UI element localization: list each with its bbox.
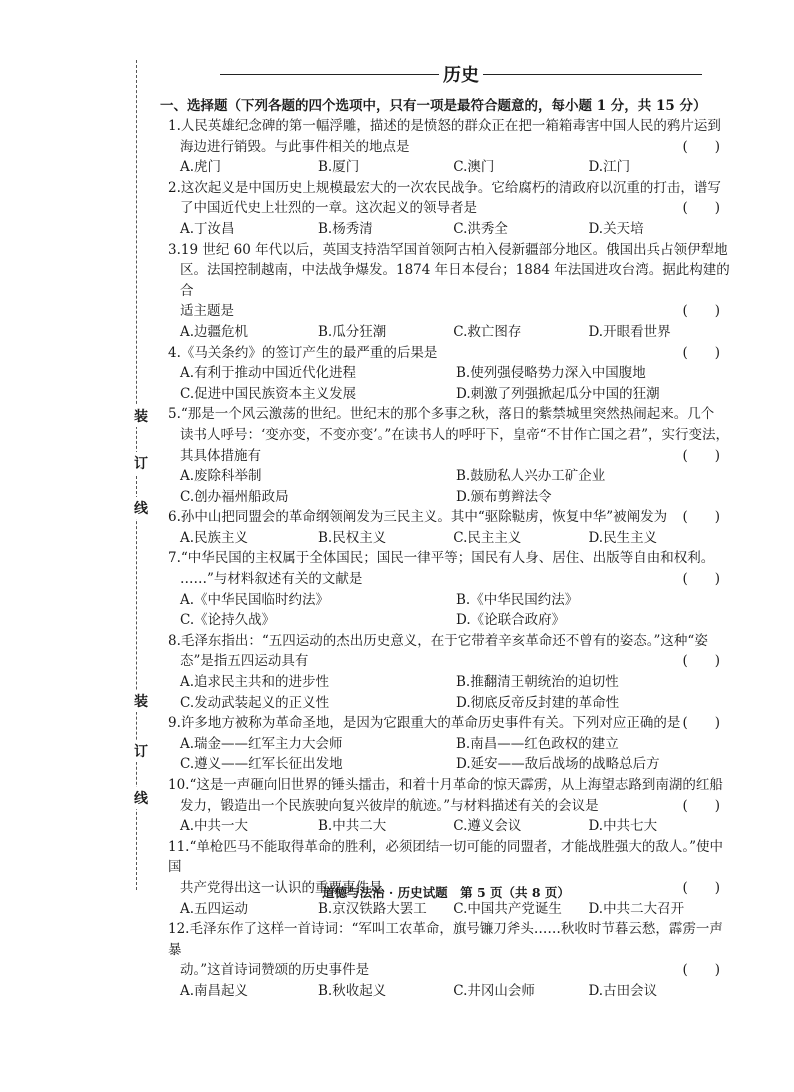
question-stem-line [160, 301, 732, 322]
question-stem-text: 动。”这首诗词赞颂的历史事件是 [180, 962, 370, 979]
option-a: A.民族主义 [180, 529, 249, 546]
option-d: D.刺激了列强掀起瓜分中国的狂潮 [456, 385, 660, 402]
question-12 [160, 919, 732, 1001]
answer-bracket: ( ) [682, 571, 720, 588]
options-group [160, 734, 732, 775]
option-c: C.发动武装起义的正义性 [180, 694, 330, 711]
option-a: A.《中华民国临时约法》 [180, 591, 330, 608]
option-b: B.使列强侵略势力深入中国腹地 [456, 365, 646, 382]
answer-bracket: ( ) [682, 879, 720, 896]
question-1 [160, 116, 732, 178]
question-stem-text: ……”与材料叙述有关的文献是 [180, 571, 363, 588]
option-d: D.中共七大 [588, 818, 658, 835]
question-stem-text: 2.这次起义是中国历史上规模最宏大的一次农民战争。它给腐朽的清政府以沉重的打击，谱写 [168, 179, 721, 196]
question-stem-text: 1.人民英雄纪念碑的第一幅浮雕，描述的是愤怒的群众正在把一箱箱毒害中国人民的鸦片运到 [168, 118, 721, 134]
question-stem-line [160, 775, 732, 796]
option-a: A.丁汝昌 [180, 220, 235, 237]
page-title: 历史 [443, 65, 479, 86]
option-a: A.边疆危机 [180, 323, 249, 340]
question-stem-text: 态”是指五四运动具有 [180, 653, 309, 670]
option-a: A.虎门 [180, 159, 222, 176]
question-8 [160, 631, 732, 713]
option-d: D.江门 [588, 159, 631, 176]
option-b: B.瓜分狂潮 [318, 323, 387, 340]
options-group [160, 219, 732, 240]
option-d: D.延安——敌后战场的战略总后方 [456, 756, 660, 773]
option-c: C.民主主义 [453, 529, 522, 546]
question-stem-text: 11.“单枪匹马不能取得革命的胜利，必须团结一切可能的同盟者，才能战胜强大的敌人。”使中国 [168, 838, 724, 876]
question-stem-text: 4.《马关条约》的签订产生的最严重的后果是 [168, 344, 438, 361]
section-heading: 一、选择题（下列各题的四个选项中，只有一项是最符合题意的，每小题 1 分，共 15 分） [160, 98, 707, 114]
question-stem-text: 9.许多地方被称为革命圣地，是因为它跟重大的革命历史事件有关。下列对应正确的是 [168, 715, 681, 732]
question-stem-text: 区。法国控制越南，中法战争爆发。1874 年日本侵台；1884 年法国进攻台湾。据此构建的合 [180, 262, 730, 299]
option-b: B.南昌——红色政权的建立 [456, 735, 619, 752]
question-7 [160, 548, 732, 630]
binding-char-2: 订 [134, 452, 148, 474]
question-stem-text: 7.“中华民国的主权属于全体国民；国民一律平等；国民有人身、居住、出版等自由和权利。 [168, 550, 715, 567]
question-stem-line [160, 507, 732, 528]
option-b: B.推翻清王朝统治的迫切性 [456, 674, 619, 691]
question-stem-text: 海边进行销毁。与此事件相关的地点是 [180, 138, 410, 155]
option-d: D.民生主义 [588, 529, 658, 546]
question-stem-line [160, 837, 732, 878]
options-group [160, 816, 732, 837]
question-stem-line [160, 919, 732, 960]
question-stem-line [160, 425, 732, 446]
options-group [160, 899, 732, 920]
option-d: D.《论联合政府》 [456, 612, 566, 629]
options-group [160, 528, 732, 549]
answer-bracket: ( ) [682, 797, 720, 814]
question-stem-line [160, 178, 732, 199]
option-a: A.南昌起义 [180, 982, 249, 999]
question-stem-text: 5.“那是一个风云激荡的世纪。世纪末的那个多事之秋，落日的紫禁城里突然热闹起来。几个 [168, 406, 715, 423]
question-stem-text: 适主题是 [180, 303, 234, 320]
question-stem-text: 8.毛泽东指出：“五四运动的杰出历史意义，在于它带着辛亥革命还不曾有的姿态。”这种“姿 [168, 632, 708, 649]
option-c: C.洪秀全 [453, 220, 508, 237]
question-stem-line [160, 343, 732, 364]
option-a: A.瑞金——红军主力大会师 [180, 735, 343, 752]
option-a: A.追求民主共和的进步性 [180, 674, 330, 691]
option-a: A.废除科举制 [180, 468, 262, 485]
option-a: A.中共一大 [180, 818, 249, 835]
option-b: B.民权主义 [318, 529, 387, 546]
options-group [160, 363, 732, 404]
question-list [160, 116, 732, 1002]
options-group [160, 590, 732, 631]
question-stem-text: 3.19 世纪 60 年代以后，英国支持浩罕国首领阿古柏入侵新疆部分地区。俄国出兵占领伊犁地 [168, 241, 728, 258]
question-stem-line [160, 198, 732, 219]
option-b: B.《中华民国约法》 [456, 591, 579, 608]
option-a: A.五四运动 [180, 900, 249, 917]
title-rule-left [220, 74, 439, 75]
question-stem-text: 共产党得出这一认识的重要事件是 [180, 879, 383, 896]
answer-bracket: ( ) [682, 344, 720, 361]
title-row [220, 60, 702, 88]
option-b: B.中共二大 [318, 818, 387, 835]
exam-page [160, 60, 732, 1002]
binding-char-3: 线 [134, 497, 148, 519]
binding-char-4: 装 [134, 690, 148, 712]
question-4 [160, 343, 732, 405]
question-stem-line [160, 116, 732, 137]
question-stem-text: 10.“这是一声砸向旧世界的锤头擂击，和着十月革命的惊天霹雳，从上海望志路到南湖的红船 [168, 777, 723, 793]
question-stem-line [160, 446, 732, 467]
title-rule-right [483, 74, 702, 75]
question-11 [160, 837, 732, 919]
binding-char-5: 订 [134, 740, 148, 762]
question-stem-line [160, 796, 732, 817]
binding-char-1: 装 [134, 405, 148, 427]
answer-bracket: ( ) [682, 138, 720, 155]
option-c: C.《论持久战》 [180, 612, 276, 629]
option-c: C.澳门 [453, 159, 495, 176]
question-5 [160, 404, 732, 507]
question-9 [160, 713, 732, 775]
question-10 [160, 775, 732, 837]
question-stem-line [160, 631, 732, 652]
binding-char-6: 线 [134, 787, 148, 809]
option-c: C.促进中国民族资本主义发展 [180, 385, 357, 402]
option-c: C.遵义会议 [453, 818, 522, 835]
option-d: D.开眼看世界 [588, 323, 671, 340]
answer-bracket: ( ) [682, 509, 720, 526]
option-d: D.颁布剪辫法令 [456, 488, 552, 505]
question-stem-text: 发力，锻造出一个民族驶向复兴彼岸的航迹。”与材料描述有关的会议是 [180, 797, 599, 814]
answer-bracket: ( ) [682, 200, 720, 217]
answer-bracket: ( ) [682, 715, 720, 732]
question-2 [160, 178, 732, 240]
option-b: B.鼓励私人兴办工矿企业 [456, 468, 606, 485]
question-stem-line [160, 240, 732, 261]
question-stem-line [160, 960, 732, 981]
answer-bracket: ( ) [682, 303, 720, 320]
option-c: C.创办福州船政局 [180, 488, 289, 505]
options-group [160, 157, 732, 178]
option-b: B.厦门 [318, 159, 360, 176]
question-stem-line [160, 137, 732, 158]
question-stem-line [160, 548, 732, 569]
question-stem-text: 6.孙中山把同盟会的革命纲领阐发为三民主义。其中“驱除鞑虏，恢复中华”被阐发为 [168, 509, 668, 526]
question-3 [160, 240, 732, 343]
question-stem-line [160, 569, 732, 590]
options-group [160, 672, 732, 713]
page-footer: 道德与法治 · 历史试题 第 5 页（共 8 页） [322, 885, 570, 900]
option-b: B.秋收起义 [318, 982, 387, 999]
answer-bracket: ( ) [682, 653, 720, 670]
answer-bracket: ( ) [682, 447, 720, 464]
question-stem-line [160, 651, 732, 672]
option-c: C.遵义——红军长征出发地 [180, 756, 343, 773]
option-c: C.救亡图存 [453, 323, 522, 340]
question-stem-text: 12.毛泽东作了这样一首诗词：“军叫工农革命，旗号镰刀斧头……秋收时节暮云愁，霹雳一声暴 [168, 921, 723, 958]
question-stem-line [160, 260, 732, 301]
options-group [160, 981, 732, 1002]
question-stem-line [160, 713, 732, 734]
question-stem-line [160, 404, 732, 425]
question-6 [160, 507, 732, 548]
option-d: D.彻底反帝反封建的革命性 [456, 694, 620, 711]
options-group [160, 322, 732, 343]
options-group [160, 466, 732, 507]
question-stem-text: 其具体措施有 [180, 447, 261, 464]
option-c: C.中国共产党诞生 [453, 900, 562, 917]
question-stem-text: 读书人呼号：‘变亦变，不变亦变’。”在读书人的呼吁下，皇帝“不甘作亡国之君”，实行变法， [180, 426, 730, 443]
option-d: D.中共二大召开 [588, 900, 685, 917]
option-d: D.古田会议 [588, 982, 658, 999]
option-b: B.杨秀清 [318, 220, 373, 237]
binding-dashed-line [136, 60, 137, 890]
answer-bracket: ( ) [682, 962, 720, 979]
option-b: B.京汉铁路大罢工 [318, 900, 427, 917]
option-d: D.关天培 [588, 220, 644, 237]
question-stem-text: 了中国近代史上壮烈的一章。这次起义的领导者是 [180, 200, 477, 217]
option-c: C.井冈山会师 [453, 982, 535, 999]
option-a: A.有利于推动中国近代化进程 [180, 365, 357, 382]
